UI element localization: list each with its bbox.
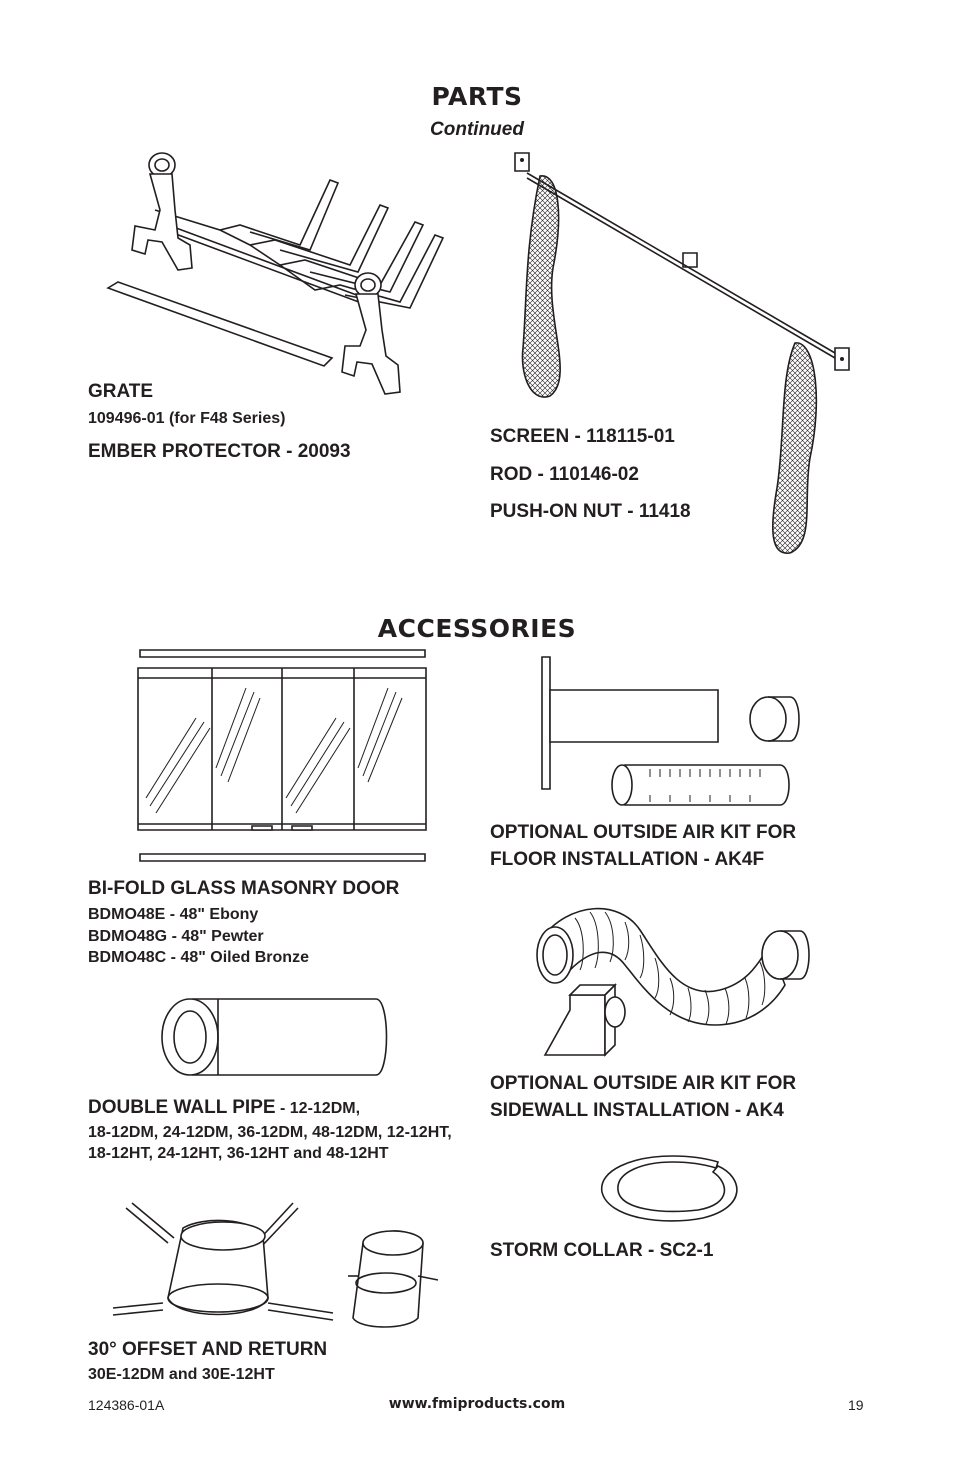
bifold-item-ebony: BDMO48E - 48" Ebony — [88, 906, 259, 923]
double-wall-pipe-illustration — [158, 995, 390, 1080]
page-subtitle: Continued — [430, 119, 524, 140]
ak4f-line1: OPTIONAL OUTSIDE AIR KIT FOR — [490, 822, 797, 843]
grate-title: GRATE — [88, 381, 154, 402]
offset-title: 30° OFFSET AND RETURN — [88, 1339, 328, 1360]
ak4-line2: SIDEWALL INSTALLATION - AK4 — [490, 1100, 784, 1121]
page-title: PARTS — [431, 82, 523, 111]
ak4-illustration — [530, 890, 825, 1070]
rod-label: ROD - 110146-02 — [490, 464, 639, 485]
footer-doc-code: 124386-01A — [88, 1397, 165, 1413]
push-on-nut-label: PUSH-ON NUT - 11418 — [490, 501, 691, 522]
offset-parts: 30E-12DM and 30E-12HT — [88, 1366, 275, 1383]
accessories-title: ACCESSORIES — [377, 614, 577, 643]
offset-return-illustration — [108, 1198, 453, 1328]
footer-url: www.fmiproducts.com — [388, 1396, 566, 1412]
bifold-item-pewter: BDMO48G - 48" Pewter — [88, 928, 264, 945]
bifold-item-bronze: BDMO48C - 48" Oiled Bronze — [88, 949, 309, 966]
double-wall-pipe-inline: - 12-12DM, — [275, 1100, 361, 1117]
grate-illustration — [100, 150, 460, 405]
storm-collar-illustration — [598, 1152, 748, 1224]
page-number: 19 — [848, 1397, 864, 1413]
screen-illustration — [505, 148, 875, 558]
ak4f-line2: FLOOR INSTALLATION - AK4F — [490, 849, 765, 870]
ember-protector-label: EMBER PROTECTOR - 20093 — [88, 441, 351, 462]
double-wall-pipe-block — [88, 1094, 458, 1164]
bifold-door-illustration — [136, 648, 428, 866]
bifold-title: BI-FOLD GLASS MASONRY DOOR — [88, 878, 400, 899]
grate-part-number: 109496-01 (for F48 Series) — [88, 410, 286, 427]
double-wall-pipe-models: 18-12DM, 24-12DM, 36-12DM, 48-12DM, 12-12HT, 18-12HT, 24-12HT, 36-12HT and 48-12HT — [88, 1124, 452, 1162]
screen-label: SCREEN - 118115-01 — [490, 426, 675, 447]
storm-collar-label: STORM COLLAR - SC2-1 — [490, 1240, 714, 1261]
double-wall-pipe-title: DOUBLE WALL PIPE — [88, 1097, 276, 1118]
ak4f-illustration — [540, 655, 805, 810]
ak4-line1: OPTIONAL OUTSIDE AIR KIT FOR — [490, 1073, 797, 1094]
